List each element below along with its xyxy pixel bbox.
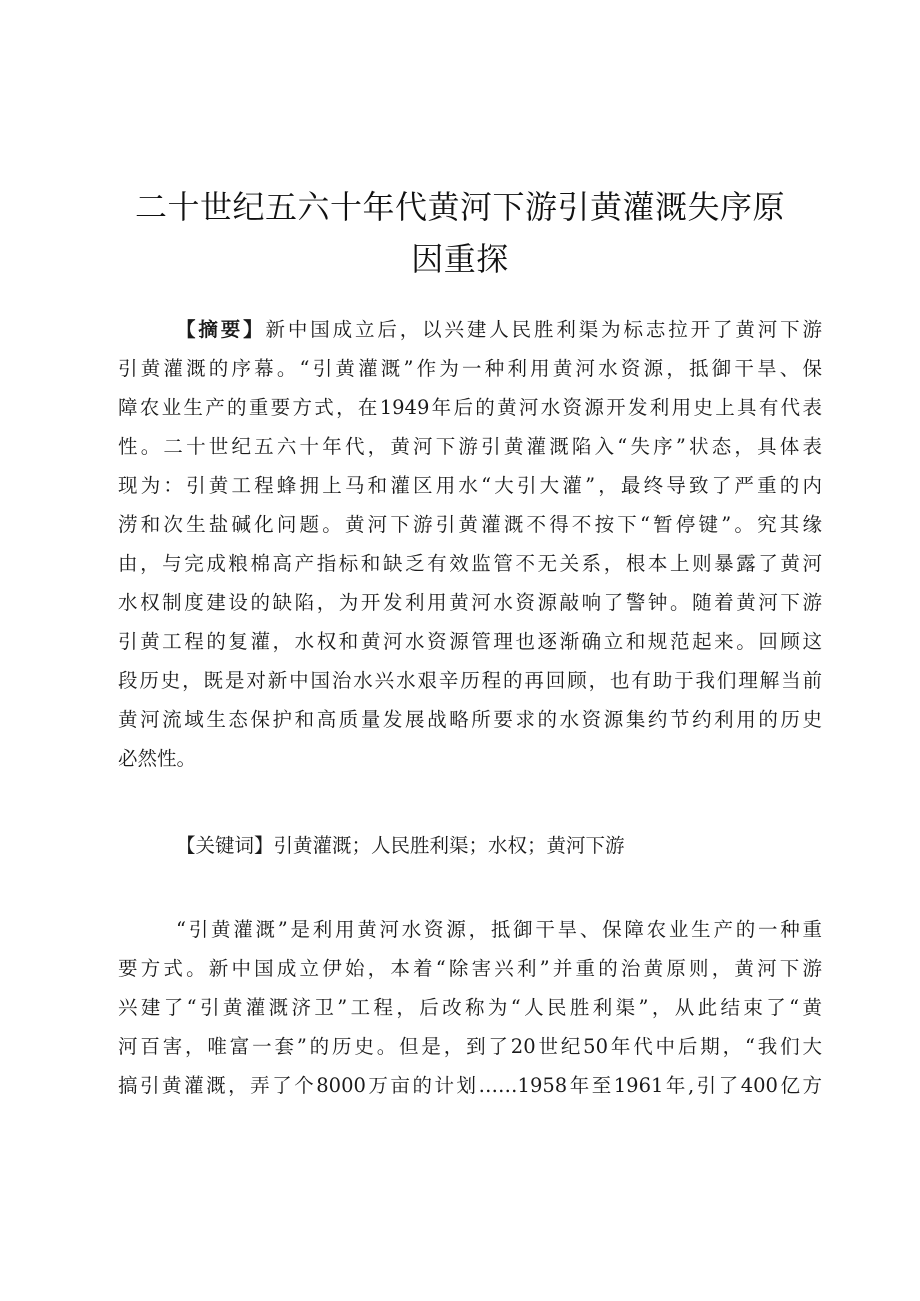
abstract-line: 【摘要】新中国成立后，以兴建人民胜利渠为标志拉开了黄河下游 <box>176 318 822 341</box>
document-title <box>110 181 810 285</box>
body-line: 河百害，唯富一套”的历史。但是，到了20世纪50年代中后期，“我们大 <box>118 1035 822 1058</box>
title-line-1: 二十世纪五六十年代黄河下游引黄灌溉失序原 <box>134 188 785 227</box>
abstract-line: 引黄灌溉的序幕。“引黄灌溉”作为一种利用黄河水资源，抵御干旱、保 <box>118 357 822 380</box>
abstract-label: 【摘要】 <box>176 318 266 341</box>
abstract-paragraph <box>118 310 822 778</box>
keywords-label: 【关键词】 <box>176 834 274 857</box>
keywords-paragraph <box>118 826 822 865</box>
abstract-line: 障农业生产的重要方式，在1949年后的黄河水资源开发利用史上具有代表 <box>118 396 822 419</box>
body-paragraph <box>118 910 822 1105</box>
body-line: 搞引黄灌溉，弄了个8000万亩的计划……1958年至1961年,引了400亿方 <box>118 1074 822 1097</box>
keywords-line <box>118 826 822 865</box>
abstract-line: 段历史，既是对新中国治水兴水艰辛历程的再回顾，也有助于我们理解当前 <box>118 669 822 692</box>
body-line: 要方式。新中国成立伊始，本着“除害兴利”并重的治黄原则，黄河下游 <box>118 957 822 980</box>
abstract-line: 引黄工程的复灌，水权和黄河水资源管理也逐渐确立和规范起来。回顾这 <box>118 630 822 653</box>
title-line-2: 因重探 <box>411 240 509 279</box>
body-line: “引黄灌溉”是利用黄河水资源，抵御干旱、保障农业生产的一种重 <box>176 918 822 941</box>
abstract-line: 黄河流域生态保护和高质量发展战略所要求的水资源集约节约利用的历史 <box>118 708 822 731</box>
body-line: 兴建了“引黄灌溉济卫”工程，后改称为“人民胜利渠”，从此结束了“黄 <box>118 996 822 1019</box>
abstract-line: 必然性。 <box>118 747 197 770</box>
abstract-line: 水权制度建设的缺陷，为开发利用黄河水资源敲响了警钟。随着黄河下游 <box>118 591 822 614</box>
abstract-line: 现为：引黄工程蜂拥上马和灌区用水“大引大灌”，最终导致了严重的内 <box>118 474 822 497</box>
abstract-line: 由，与完成粮棉高产指标和缺乏有效监管不无关系，根本上则暴露了黄河 <box>118 552 822 575</box>
abstract-line: 性。二十世纪五六十年代，黄河下游引黄灌溉陷入“失序”状态，具体表 <box>118 435 822 458</box>
abstract-line: 涝和次生盐碱化问题。黄河下游引黄灌溉不得不按下“暂停键”。究其缘 <box>118 513 822 536</box>
keywords-text: 引黄灌溉；人民胜利渠；水权；黄河下游 <box>273 834 625 857</box>
